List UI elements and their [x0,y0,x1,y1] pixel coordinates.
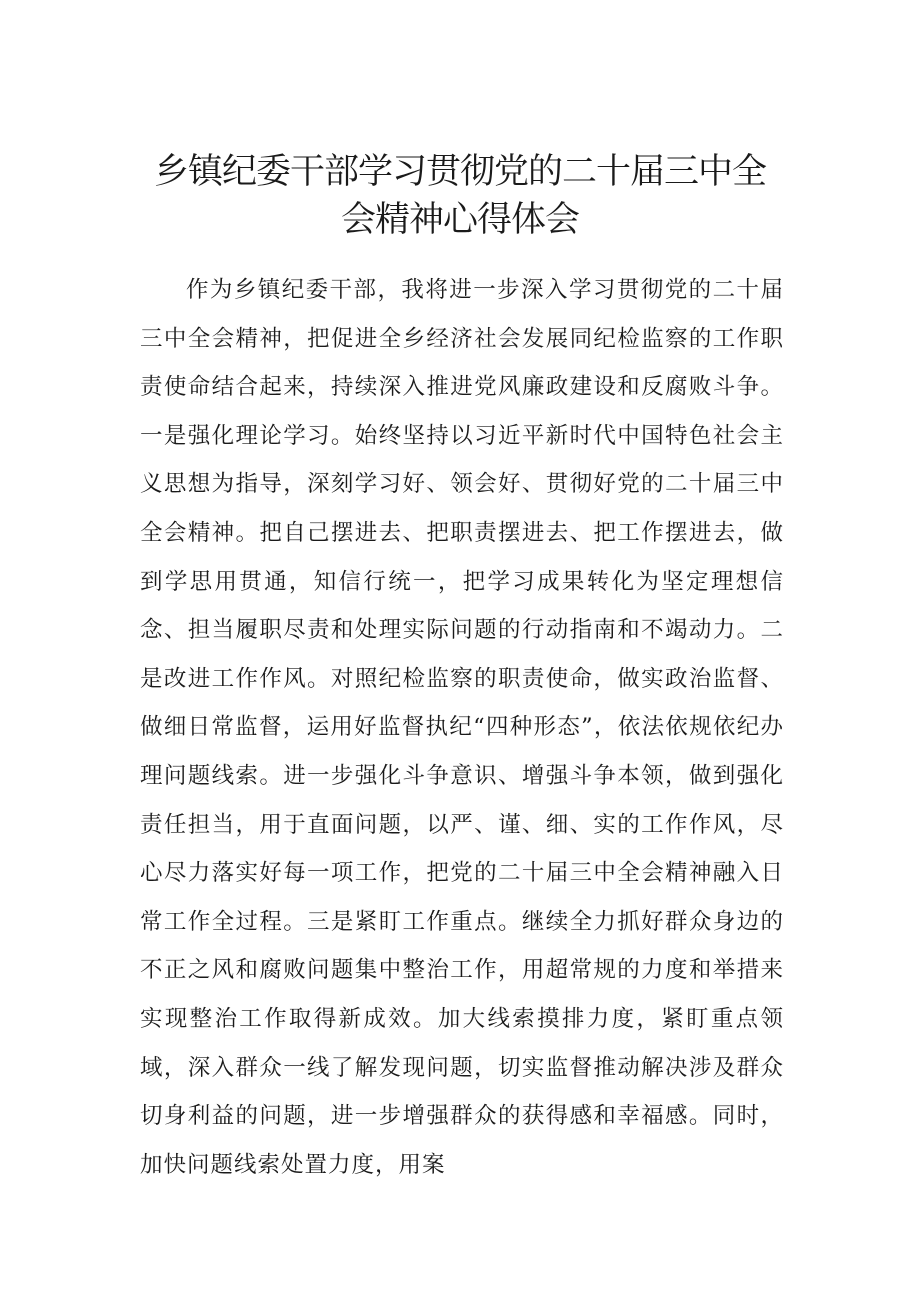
body-paragraph: 作为乡镇纪委干部，我将进一步深入学习贯彻党的二十届三中全会精神，把促进全乡经济社会发展同纪检监察的工作职责使命结合起来，持续深入推进党风廉政建设和反腐败斗争。一是强化理论学习。始终坚持以习近平新时代中国特色社会主义思想为指导，深刻学习好、领会好、贯彻好党的二十届三中全会精神。把自己摆进去、把职责摆进去、把工作摆进去，做到学思用贯通，知信行统一，把学习成果转化为坚定理想信念、担当履职尽责和处理实际问题的行动指南和不竭动力。二是改进工作作风。对照纪检监察的职责使命，做实政治监督、做细日常监督，运用好监督执纪“四种形态”，依法依规依纪办理问题线索。进一步强化斗争意识、增强斗争本领，做到强化责任担当，用于直面问题，以严、谨、细、实的工作作风，尽心尽力落实好每一项工作，把党的二十届三中全会精神融入日常工作全过程。三是紧盯工作重点。继续全力抓好群众身边的不正之风和腐败问题集中整治工作，用超常规的力度和举措来实现整治工作取得新成效。加大线索摸排力度，紧盯重点领域，深入群众一线了解发现问题，切实监督推动解决涉及群众切身利益的问题，进一步增强群众的获得感和幸福感。同时，加快问题线索处置力度，用案 [140,277,784,1178]
document-title [0,148,920,244]
title-line-2: 会精神心得体会 [340,200,579,240]
title-line-1: 乡镇纪委干部学习贯彻党的二十届三中全 [153,152,766,192]
